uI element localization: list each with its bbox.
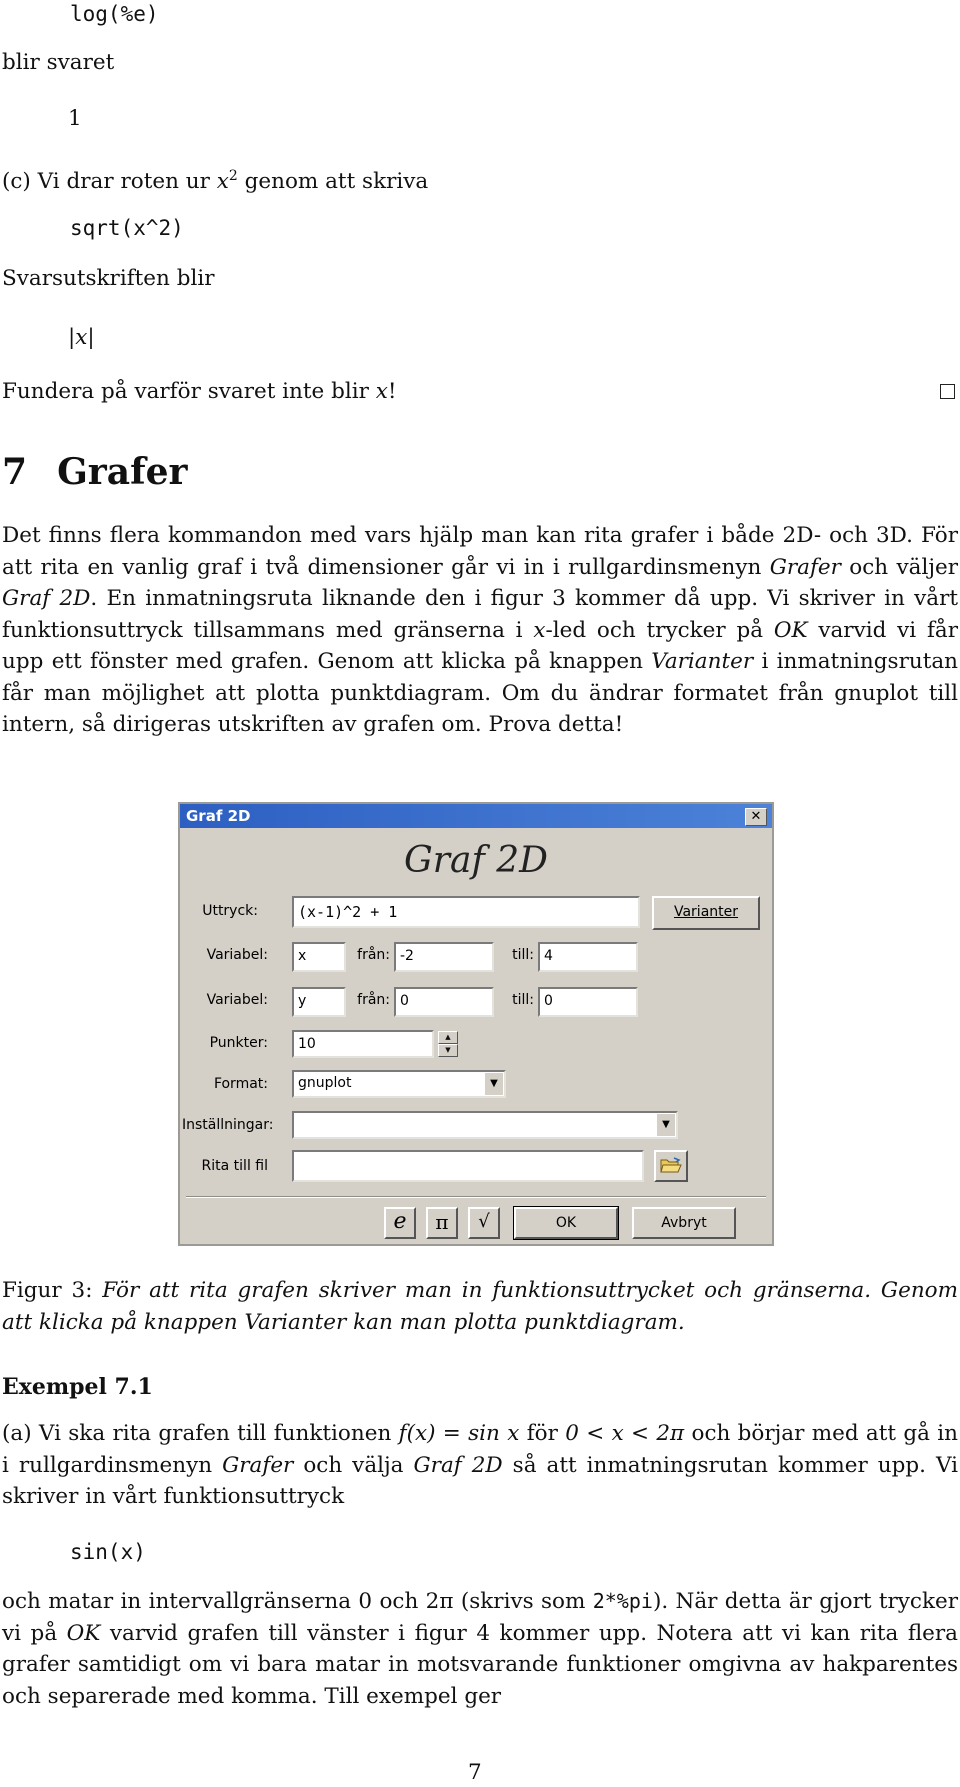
variabel-1-input[interactable]: x (292, 942, 346, 972)
result-abs-x: |x| (68, 325, 95, 350)
section-title: Grafer (57, 451, 188, 493)
ex-ok: OK (66, 1620, 101, 1646)
chevron-down-icon[interactable]: ▼ (484, 1073, 503, 1095)
section-heading (2, 450, 187, 494)
dialog-separator (186, 1196, 766, 1198)
ex-p3: och börjar med att gå in i rullgardinsmenyn (2, 1421, 958, 1478)
ex-p2: för (519, 1421, 566, 1446)
example-paragraph-b (2, 1586, 958, 1712)
fran-2-input[interactable]: 0 (394, 987, 494, 1017)
para-s4: -led och trycker på (545, 617, 774, 643)
section-number: 7 (2, 451, 28, 493)
para-varianter: Varianter (651, 649, 754, 674)
ex-range: 0 < x < 2π (565, 1421, 685, 1446)
example-title: Exempel 7.1 (2, 1374, 153, 1400)
para-s3: . En inmatningsruta liknande den i figur 3 kommer då upp. Vi skriver in vårt funktionsuttryck tillsammans med gränserna i (2, 586, 959, 643)
part-c-sup: 2 (228, 168, 238, 184)
part-c-suffix: genom att skriva (237, 169, 429, 195)
rita-till-fil-input[interactable] (292, 1150, 644, 1182)
variabel-2-input[interactable]: y (292, 987, 346, 1017)
ex-formula: f(x) = sin x (398, 1421, 520, 1446)
para-item: Graf 2D (2, 586, 91, 611)
label-fran-1: från: (357, 947, 390, 963)
figure-caption (2, 1275, 958, 1338)
label-rita-till-fil: Rita till fil (201, 1158, 268, 1174)
folder-open-icon (660, 1156, 682, 1174)
ex-p4: och välja (293, 1452, 414, 1478)
para-menu: Grafer (769, 554, 841, 580)
till-1-input[interactable]: 4 (538, 942, 638, 972)
para-s2: och väljer (840, 554, 958, 580)
label-variabel-2: Variabel: (206, 992, 268, 1008)
punkter-input[interactable]: 10 (292, 1030, 434, 1058)
fundera-line (2, 378, 397, 406)
installningar-select[interactable] (292, 1111, 678, 1139)
ex-q3: varvid grafen till vänster i figur 4 kommer upp. Notera att vi kan rita flera grafer samtidigt om vi bara matar in motsvarande funktioner omgivna av hakparentes och separerade med komma. Till exempel ger (2, 1620, 958, 1709)
close-icon[interactable]: ✕ (745, 808, 767, 826)
uttryck-input[interactable]: (x-1)^2 + 1 (292, 896, 640, 928)
code-sin-x: sin(x) (70, 1540, 146, 1564)
ex-q1: och matar in intervallgränserna 0 och 2π (skrivs som (2, 1589, 593, 1614)
ex-menu: Grafer (222, 1452, 294, 1478)
code-log-e: log(%e) (70, 2, 159, 26)
ex-q2: ). När detta är gjort trycker vi på (2, 1589, 958, 1646)
format-value: gnuplot (298, 1075, 352, 1091)
caption-text: För att rita grafen skriver man in funktionsuttrycket och gränserna. Genom att klicka på knappen Varianter kan man plotta punktdiagram. (2, 1278, 958, 1335)
avbryt-button[interactable]: Avbryt (632, 1207, 736, 1239)
dialog-window-title: Graf 2D (186, 807, 251, 825)
part-c-prefix: (c) Vi drar roten ur (2, 169, 217, 195)
ex-q-code: 2*%pi (592, 1589, 653, 1613)
para-s5: varvid vi får upp ett fönster med grafen. Genom att klicka på knappen (2, 617, 959, 674)
ex-p1: (a) Vi ska rita grafen till funktionen (2, 1421, 399, 1446)
fundera-suffix: ! (387, 379, 397, 404)
label-till-2: till: (512, 992, 534, 1008)
till-2-input[interactable]: 0 (538, 987, 638, 1017)
e-button[interactable]: e (384, 1207, 416, 1239)
dialog-heading: Graf 2D (404, 840, 548, 881)
para-s6: i inmatningsrutan får man möjlighet att plotta punktdiagram. Om du ändrar formatet från gnuplot till intern, så dirigeras utskriften av grafen om. Prova detta! (2, 649, 958, 737)
part-c-line (2, 162, 428, 196)
para-ok: OK (773, 617, 808, 643)
qed-box (940, 384, 955, 399)
label-variabel-1: Variabel: (206, 947, 268, 963)
label-fran-2: från: (357, 992, 390, 1008)
label-format: Format: (213, 1076, 268, 1092)
sqrt-button[interactable]: √ (468, 1207, 500, 1239)
dialog-titlebar (180, 804, 772, 828)
fundera-var: x (375, 379, 388, 404)
spin-down-icon[interactable]: ▼ (438, 1044, 458, 1057)
caption-label: Figur 3: (2, 1278, 93, 1303)
text-blir-svaret: blir svaret (2, 50, 115, 75)
chevron-down-icon[interactable]: ▼ (656, 1114, 675, 1136)
browse-file-button[interactable] (654, 1150, 688, 1182)
text-svarsutskriften: Svarsutskriften blir (2, 266, 215, 291)
fran-1-input[interactable]: -2 (394, 942, 494, 972)
para-xvar: x (533, 617, 546, 643)
spin-up-icon[interactable]: ▲ (438, 1031, 458, 1044)
intro-paragraph (2, 520, 958, 741)
ex-p5: så att inmatningsrutan kommer upp. Vi skriver in vårt funktionsuttryck (2, 1452, 958, 1509)
label-uttryck: Uttryck: (202, 903, 258, 919)
para-s1: Det finns flera kommandon med vars hjälp man kan rita grafer i både 2D- och 3D. För att rita en vanlig graf i två dimensioner går vi in i rullgardinsmenyn (2, 523, 958, 580)
example-paragraph-a (2, 1418, 958, 1513)
ok-button[interactable]: OK (514, 1207, 618, 1239)
label-till-1: till: (512, 947, 534, 963)
fundera-prefix: Fundera på varför svaret inte blir (2, 379, 376, 404)
label-installningar: Inställningar: (182, 1117, 274, 1133)
label-punkter: Punkter: (209, 1035, 268, 1051)
format-select[interactable] (292, 1070, 506, 1098)
varianter-button[interactable]: Varianter (652, 896, 760, 930)
pi-button[interactable]: π (426, 1207, 458, 1239)
ex-item: Graf 2D (413, 1452, 503, 1478)
result-one: 1 (68, 106, 82, 131)
part-c-var: x (216, 169, 229, 195)
graf2d-dialog (178, 802, 774, 1246)
code-sqrt: sqrt(x^2) (70, 216, 184, 240)
page-number: 7 (468, 1760, 482, 1785)
